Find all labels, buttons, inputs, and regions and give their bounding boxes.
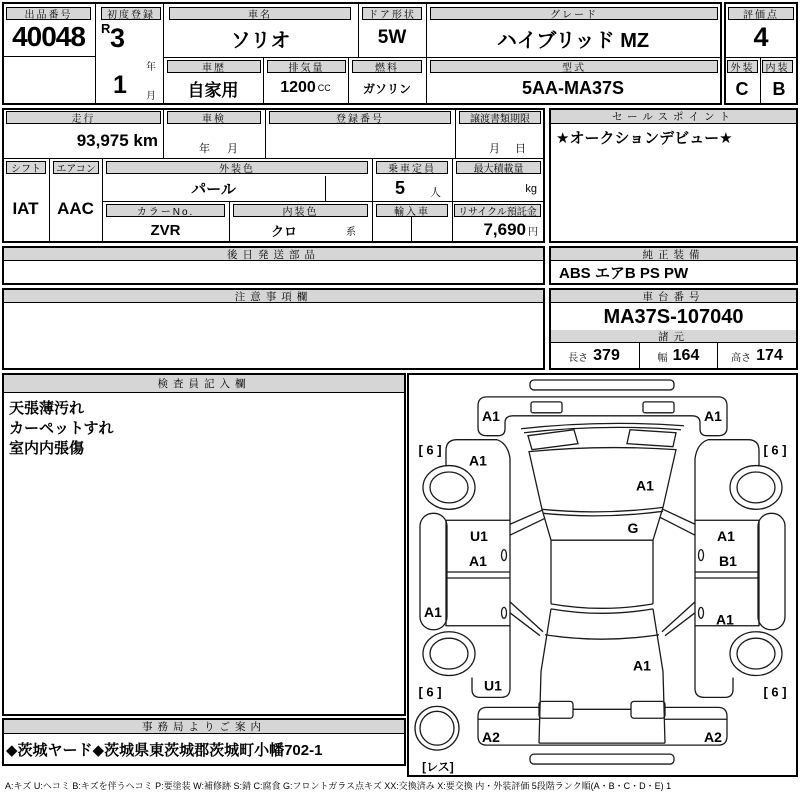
auction-no: 40048: [12, 21, 85, 52]
spec-length-value: 379: [593, 347, 620, 364]
right-quarter-panel: [695, 626, 733, 698]
recycle-fee: [452, 217, 541, 243]
grid-line: [325, 176, 326, 201]
tire-size-rear-left: [ 6 ]: [418, 684, 442, 700]
grid-line: [2, 158, 545, 159]
equipment-header: 純正装備: [551, 248, 796, 261]
max-load-unit: kg: [525, 182, 537, 195]
front-grille-left: [531, 402, 562, 413]
spec-height: [718, 344, 796, 368]
inspector-header: 検査員記入欄: [4, 375, 404, 393]
displacement-value: 1200: [280, 79, 316, 96]
grid-line: [724, 57, 798, 58]
shaken-header: 車検: [167, 111, 261, 124]
inspector-note-line: 室内内張傷: [9, 440, 85, 457]
a-pillars: [510, 509, 695, 535]
door-handle: [699, 607, 704, 618]
spec-height-value: 174: [756, 347, 783, 364]
roof-sides: [551, 540, 653, 604]
front-right-rim: [737, 472, 775, 503]
damage-right-front-door-2: B1: [719, 553, 737, 570]
right-door-split: [695, 572, 759, 578]
recycle-fee-unit: 円: [528, 226, 538, 238]
first-reg-header: 初度登録: [101, 7, 161, 20]
fuel-header: 燃料: [352, 60, 422, 73]
door-shape-header: ドア形状: [362, 7, 422, 20]
ac-header: エアコン: [53, 161, 99, 174]
exterior-color: パール: [191, 181, 236, 198]
tire-size-rear-right: [ 6 ]: [763, 684, 787, 700]
mileage: 93,975 km: [76, 131, 158, 150]
transfer-month-unit: 月: [489, 143, 500, 155]
damage-left-sill: A1: [424, 603, 442, 620]
chassis-number: MA37S-107040: [603, 305, 744, 328]
car-name: ソリオ: [230, 29, 291, 52]
shaken-year-unit: 年: [199, 143, 210, 155]
damage-front-bumper-left: A1: [482, 407, 500, 424]
grade: ハイブリッド MZ: [496, 29, 650, 52]
tailgate-fill: [539, 672, 665, 744]
shift-header: シフト: [6, 161, 46, 174]
displacement: [263, 73, 348, 103]
grid-line: [95, 2, 96, 105]
grid-line: [163, 57, 720, 58]
transfer-deadline-header: 譲渡書類期限: [459, 111, 541, 124]
door-shape: 5W: [377, 27, 407, 48]
grid-line: [411, 217, 412, 243]
month-unit: 月: [146, 91, 156, 102]
grid-line: [455, 108, 456, 158]
capacity: 5: [394, 178, 405, 198]
exterior-grade: C: [735, 78, 749, 99]
spec-length-label: 長さ: [568, 352, 589, 364]
inspector-note-line: 天張薄汚れ: [9, 400, 85, 417]
history-header: 車歴: [167, 60, 261, 73]
import-header: 輸入車: [376, 204, 448, 217]
interior-color-header: 内装色: [233, 204, 368, 217]
later-parts-header: 後日発送部品: [4, 248, 543, 261]
spare-tire-rim: [420, 711, 454, 745]
grade-header: グレード: [430, 7, 718, 20]
transfer-day-unit: 日: [515, 143, 526, 155]
recycle-fee-value: 7,690: [483, 220, 526, 239]
damage-right-rear-door: A1: [716, 611, 734, 628]
spec-width: [640, 344, 717, 368]
front-bumper: [478, 397, 727, 436]
damage-rear-bumper-left: A2: [482, 729, 500, 746]
fuel: ガソリン: [362, 81, 411, 96]
ac: AAC: [57, 199, 94, 218]
exterior-color-header: 外装色: [106, 161, 368, 174]
shaken-month-unit: 月: [227, 143, 238, 155]
shift: IAT: [12, 199, 39, 218]
color-no-header: カラーNo.: [106, 204, 225, 217]
sales-point-header: セールスポイント: [551, 110, 796, 124]
rear-left-rim: [430, 638, 468, 669]
inspector-note-line: カーペットすれ: [9, 420, 114, 437]
damage-rear-bumper-right: A2: [704, 729, 722, 746]
max-load-header: 最大積載量: [456, 161, 541, 174]
damage-legend: A:キズ U:ヘコミ B:キズを伴うヘコミ P:要塗装 W:補修跡 S:錆 C:腐食 G:フロントガラス点キズ XX:交換済み X:要交換 内・外装評価 5段階ランク順(A・B・C・D・E) 1: [5, 781, 672, 791]
damage-left-front-door-2: A1: [469, 553, 487, 570]
door-handle: [502, 550, 507, 561]
cautions-header: 注意事項欄: [4, 290, 543, 303]
score: 4: [753, 22, 769, 52]
model-code: 5AA-MA37S: [521, 77, 625, 98]
damage-windshield: A1: [636, 477, 654, 494]
c-pillars: [510, 602, 695, 636]
first-reg-month: 1: [113, 71, 127, 99]
spare-tire-label: [レス]: [422, 760, 454, 775]
spec-width-value: 164: [672, 347, 700, 364]
history: 自家用: [187, 80, 239, 100]
office-header: 事務局よりご案内: [4, 720, 404, 734]
first-reg-era: R: [101, 21, 111, 36]
door-handle: [699, 550, 704, 561]
car-body: [420, 380, 785, 764]
score-header: 評価点: [728, 7, 794, 20]
damage-windshield-chip: G: [627, 520, 639, 537]
front-grille-right: [643, 402, 674, 413]
chassis-header: 車台番号: [551, 290, 796, 303]
first-reg-year: 3: [110, 23, 126, 53]
rear-molding: [530, 754, 674, 764]
damage-left-quarter: U1: [484, 677, 502, 694]
front-left-rim: [430, 472, 468, 503]
displacement-header: 排気量: [267, 60, 346, 73]
interior-color-unit: 系: [346, 227, 356, 238]
car-diagram: [409, 375, 796, 775]
door-handle: [502, 607, 507, 618]
grid-line: [2, 56, 95, 57]
equipment: ABS エアB PS PW: [559, 264, 689, 282]
rear-glass-line: [545, 635, 659, 639]
grid-line: [265, 108, 266, 158]
mileage-header: 走行: [6, 111, 161, 124]
wipers: [528, 430, 676, 450]
sales-point: ★オークションデビュー★: [556, 129, 733, 147]
exterior-grade-header: 外装: [727, 60, 758, 73]
damage-left-fender: A1: [469, 452, 487, 469]
spec-length: [551, 344, 637, 368]
specs-header: 諸元: [551, 330, 796, 343]
rear-right-rim: [737, 638, 775, 669]
right-sill: [758, 513, 785, 629]
auction-no-header: 出品番号: [6, 7, 91, 20]
damage-right-front-door-1: A1: [717, 528, 735, 545]
spec-height-label: 高さ: [731, 352, 752, 364]
interior-grade-header: 内装: [762, 60, 793, 73]
reg-number-header: 登録番号: [269, 111, 451, 124]
damage-left-front-door-1: U1: [470, 528, 488, 545]
damage-front-bumper-right: A1: [704, 407, 722, 424]
interior-grade: B: [772, 78, 786, 99]
damage-tailgate: A1: [633, 657, 651, 674]
year-unit: 年: [146, 62, 156, 73]
car-name-header: 車名: [169, 7, 351, 20]
capacity-unit: 人: [430, 187, 441, 199]
model-code-header: 型式: [430, 60, 718, 73]
office-notice: ◆茨城ヤード◆茨城県東茨城郡茨城町小幡702-1: [6, 741, 323, 759]
roof-rear-edge: [551, 604, 653, 613]
tire-size-front-left: [ 6 ]: [418, 442, 442, 458]
spec-width-label: 幅: [657, 352, 668, 364]
tire-size-front-right: [ 6 ]: [763, 442, 787, 458]
grid-line: [163, 108, 164, 158]
color-no: ZVR: [150, 221, 181, 239]
recycle-header: リサイクル預託金: [454, 204, 541, 217]
capacity-header: 乗車定員: [376, 161, 448, 174]
left-door-split: [446, 572, 510, 578]
displacement-unit: CC: [317, 83, 331, 93]
grid-line: [102, 201, 545, 202]
interior-color: クロ: [270, 223, 297, 239]
front-molding: [530, 380, 674, 390]
